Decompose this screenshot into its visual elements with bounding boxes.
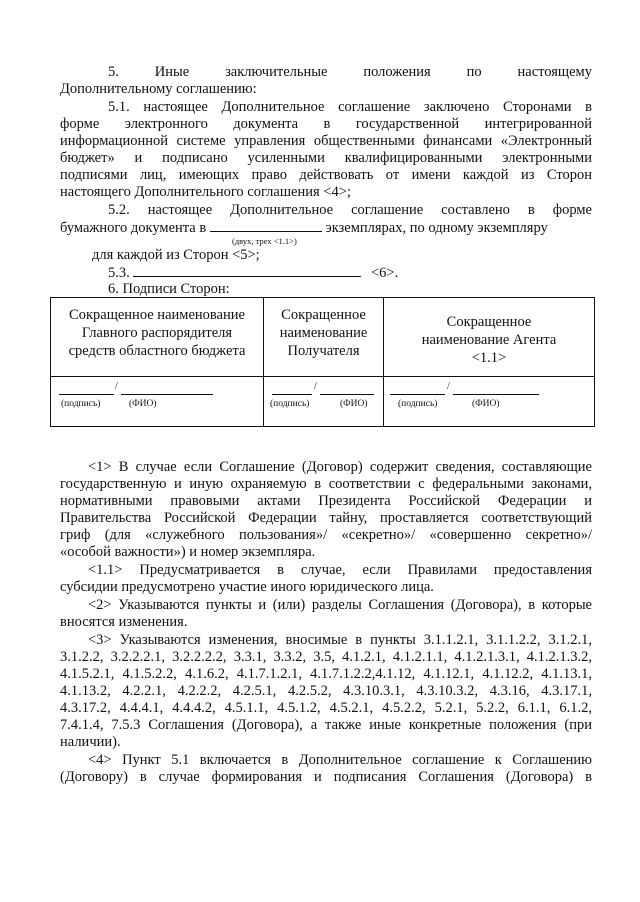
sign-cell-agent: / (подпись) (ФИО) (384, 377, 595, 427)
note-4-line-2: (Договору) в случае формирования и подписания Соглашения (Договора) в (60, 769, 592, 785)
signature-label: (подпись) (270, 399, 310, 409)
signature-line (390, 385, 445, 395)
header-cell-main-manager: Сокращенное наименование Главного распорядителя средств областного бюджета (51, 298, 264, 377)
note-3-line-6: 7.4.1.4, 7.5.3 Соглашения (Договора), а также иные конкретные положения (при (60, 717, 592, 733)
header-cell-agent: Сокращенное наименование Агента <1.1> (384, 298, 595, 377)
note-3-line-1: <3> Указываются изменения, вносимые в пункты 3.1.1.2.1, 3.1.1.2.2, 3.1.2.1, (88, 632, 592, 648)
note-3-line-2: 3.1.2.2, 3.2.2.2.1, 3.2.2.2.2, 3.3.1, 3.3.2, 3.5, 4.1.2.1, 4.1.2.1.1, 4.1.2.1.3.1, 4.1.2.1.3.2, (60, 649, 592, 665)
note-2-line-2: вносятся изменения. (60, 614, 188, 630)
section-5-line-2: Дополнительному соглашению: (60, 81, 257, 97)
section-5-line-1: 5. Иные заключительные положения по настоящему (108, 64, 592, 80)
note-1-1-line-1: <1.1> Предусматривается в случае, если Правилами предоставления (88, 562, 592, 578)
signature-line (272, 385, 312, 395)
signatures-heading: 6. Подписи Сторон: (108, 281, 230, 297)
header-cell-recipient: Сокращенное наименование Получателя (264, 298, 384, 377)
signatures-sign-row (51, 377, 595, 427)
signature-label: (подпись) (398, 399, 438, 409)
note-2-line-1: <2> Указываются пункты и (или) разделы Соглашения (Договора), в которые (88, 597, 592, 613)
sign-cell-recipient: / (подпись) (ФИО) (264, 377, 384, 427)
note-1-line-4: Правительства Российской Федерации тайну, проставляется соответствующий (60, 510, 592, 526)
note-3-line-5: 4.3.17.2, 4.4.4.1, 4.4.4.2, 4.5.1.1, 4.5.1.2, 4.5.2.1, 4.5.2.2, 5.2.1, 5.2.2, 6.1.1, 6.1.2, (60, 700, 592, 716)
fio-line (453, 385, 539, 395)
signature-label: (подпись) (61, 399, 101, 409)
sign-cell-main-manager: / (подпись) (ФИО) (51, 377, 264, 427)
fio-label: (ФИО) (472, 399, 500, 409)
note-3-line-4: 4.1.13.2, 4.2.2.1, 4.2.2.2, 4.2.5.1, 4.2.5.2, 4.3.10.3.1, 4.3.10.3.2, 4.3.16, 4.3.17.1, (60, 683, 592, 699)
signature-line (59, 385, 114, 395)
clause-5-2-line-1: 5.2. настоящее Дополнительное соглашение составлено в форме (108, 202, 592, 218)
clause-5-1-line-1: 5.1. настоящее Дополнительное соглашение заключено Сторонами в (108, 99, 592, 115)
clause-5-3-blank (133, 264, 361, 277)
note-1-line-2: государственную и иную охраняемую в соответствии с федеральными законами, (60, 476, 592, 492)
signatures-header-row (51, 298, 595, 377)
fio-line (320, 385, 374, 395)
note-1-line-1: <1> В случае если Соглашение (Договор) содержит сведения, составляющие (88, 459, 592, 475)
note-1-line-3: нормативными правовыми актами Президента Российской Федерации и (60, 493, 592, 509)
note-1-1-line-2: субсидии предусмотрено участие иного юридического лица. (60, 579, 434, 595)
note-1-line-5: гриф (для «служебного пользования»/ «секретно»/ «совершенно секретно»/ (60, 527, 592, 543)
clause-5-1-line-4: бюджет» и подписано усиленными квалифицированными электронными (60, 150, 592, 166)
clause-5-2-line-3: для каждой из Сторон <5>; (92, 247, 260, 263)
note-3-line-7: наличии). (60, 734, 121, 750)
clause-5-2-line-2: бумажного документа в экземплярах, по одному экземпляру (60, 220, 548, 236)
fio-line (121, 385, 213, 395)
clause-5-1-line-2: форме электронного документа в государственной интегрированной (60, 116, 592, 132)
signatures-table (50, 297, 595, 427)
copies-count-hint: (двух, трех <1.1>) (232, 236, 297, 246)
clause-5-1-line-6: настоящего Дополнительного соглашения <4>; (60, 184, 351, 200)
clause-5-1-line-3: информационной системе управления общественными финансами «Электронный (60, 133, 592, 149)
note-1-line-6: «особой важности») и номер экземпляра. (60, 544, 316, 560)
note-4-line-1: <4> Пункт 5.1 включается в Дополнительное соглашение к Соглашению (88, 752, 592, 768)
note-3-line-3: 4.1.5.2.1, 4.1.5.2.2, 4.1.6.2, 4.1.7.1.2.1, 4.1.7.1.2.2,4.1.12, 4.1.12.1, 4.1.12.2, 4.1.13.1, (60, 666, 592, 682)
clause-5-1-line-5: подписями лиц, имеющих право действовать от имени каждой из Сторон (60, 167, 592, 183)
copies-count-blank (210, 219, 322, 232)
fio-label: (ФИО) (129, 399, 157, 409)
clause-5-3: 5.3. <6>. (108, 265, 399, 281)
fio-label: (ФИО) (340, 399, 368, 409)
